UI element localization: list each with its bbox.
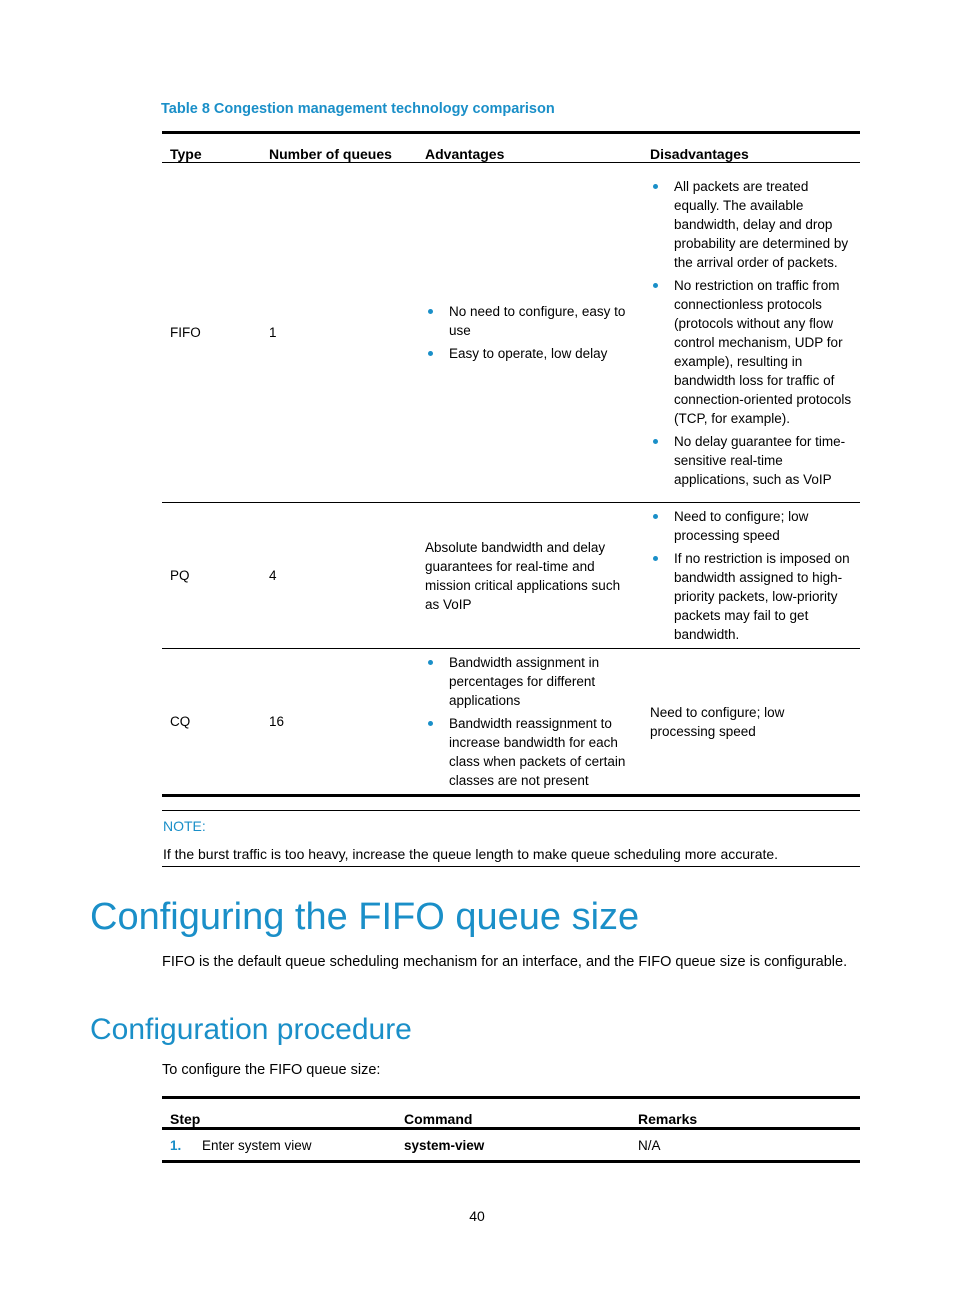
table-row [162, 503, 860, 649]
column-header-command: Command [396, 1098, 630, 1129]
cell-queues: 4 [261, 503, 417, 649]
table-row [162, 163, 860, 503]
cell-advantages [417, 163, 642, 503]
step-text: Enter system view [202, 1137, 312, 1153]
column-header-remarks: Remarks [630, 1098, 860, 1129]
list-item: All packets are treated equally. The available bandwidth, delay and drop probability are determined by the arrival order of packets. [650, 177, 852, 272]
cell-disadvantages [642, 163, 860, 503]
column-header-advantages: Advantages [417, 133, 642, 163]
cell-type: CQ [162, 649, 261, 796]
list-item: Easy to operate, low delay [425, 344, 634, 363]
page-number: 40 [469, 1208, 485, 1224]
cell-type: FIFO [162, 163, 261, 503]
column-header-step: Step [162, 1098, 396, 1129]
list-item: No need to configure, easy to use [425, 302, 634, 340]
section-title: Configuring the FIFO queue size [90, 896, 640, 938]
column-header-queues: Number of queues [261, 133, 417, 163]
comparison-table [162, 131, 860, 797]
note-label: NOTE: [163, 818, 206, 834]
cell-command: system-view [396, 1129, 630, 1162]
column-header-disadvantages: Disadvantages [642, 133, 860, 163]
steps-table [162, 1096, 860, 1163]
note-bottom-divider [162, 866, 860, 867]
list-item: Bandwidth reassignment to increase bandwidth for each class when packets of certain classes are not present [425, 714, 634, 790]
note-text: If the burst traffic is too heavy, increase the queue length to make queue scheduling more accurate. [163, 846, 779, 862]
step-number: 1. [170, 1137, 182, 1153]
list-item: Need to configure; low processing speed [650, 507, 852, 545]
cell-disadvantages [642, 503, 860, 649]
list-item: No restriction on traffic from connectionless protocols (protocols without any flow control mechanism, UDP for example), resulting in bandwidth loss for traffic of connection-oriented protocols (TCP, for example). [650, 276, 852, 428]
table-row [162, 649, 860, 796]
cell-disadvantages: Need to configure; low processing speed [642, 649, 860, 796]
intro-text: To configure the FIFO queue size: [162, 1062, 381, 1078]
table-row [162, 1129, 860, 1162]
section-paragraph: FIFO is the default queue scheduling mechanism for an interface, and the FIFO queue size is configurable. [162, 954, 848, 970]
table-caption: Table 8 Congestion management technology comparison [161, 101, 555, 117]
cell-type: PQ [162, 503, 261, 649]
cell-advantages [417, 649, 642, 796]
cell-advantages: Absolute bandwidth and delay guarantees for real-time and mission critical applications such as VoIP [417, 503, 642, 649]
list-item: If no restriction is imposed on bandwidth assigned to high-priority packets, low-priority packets may fail to get bandwidth. [650, 549, 852, 644]
list-item: Bandwidth assignment in percentages for different applications [425, 653, 634, 710]
list-item: No delay guarantee for time-sensitive real-time applications, such as VoIP [650, 432, 852, 489]
cell-queues: 1 [261, 163, 417, 503]
note-top-divider [162, 810, 860, 811]
cell-queues: 16 [261, 649, 417, 796]
column-header-type: Type [162, 133, 261, 163]
subsection-title: Configuration procedure [90, 1013, 412, 1046]
cell-remarks: N/A [630, 1129, 860, 1162]
cell-step [162, 1129, 396, 1162]
